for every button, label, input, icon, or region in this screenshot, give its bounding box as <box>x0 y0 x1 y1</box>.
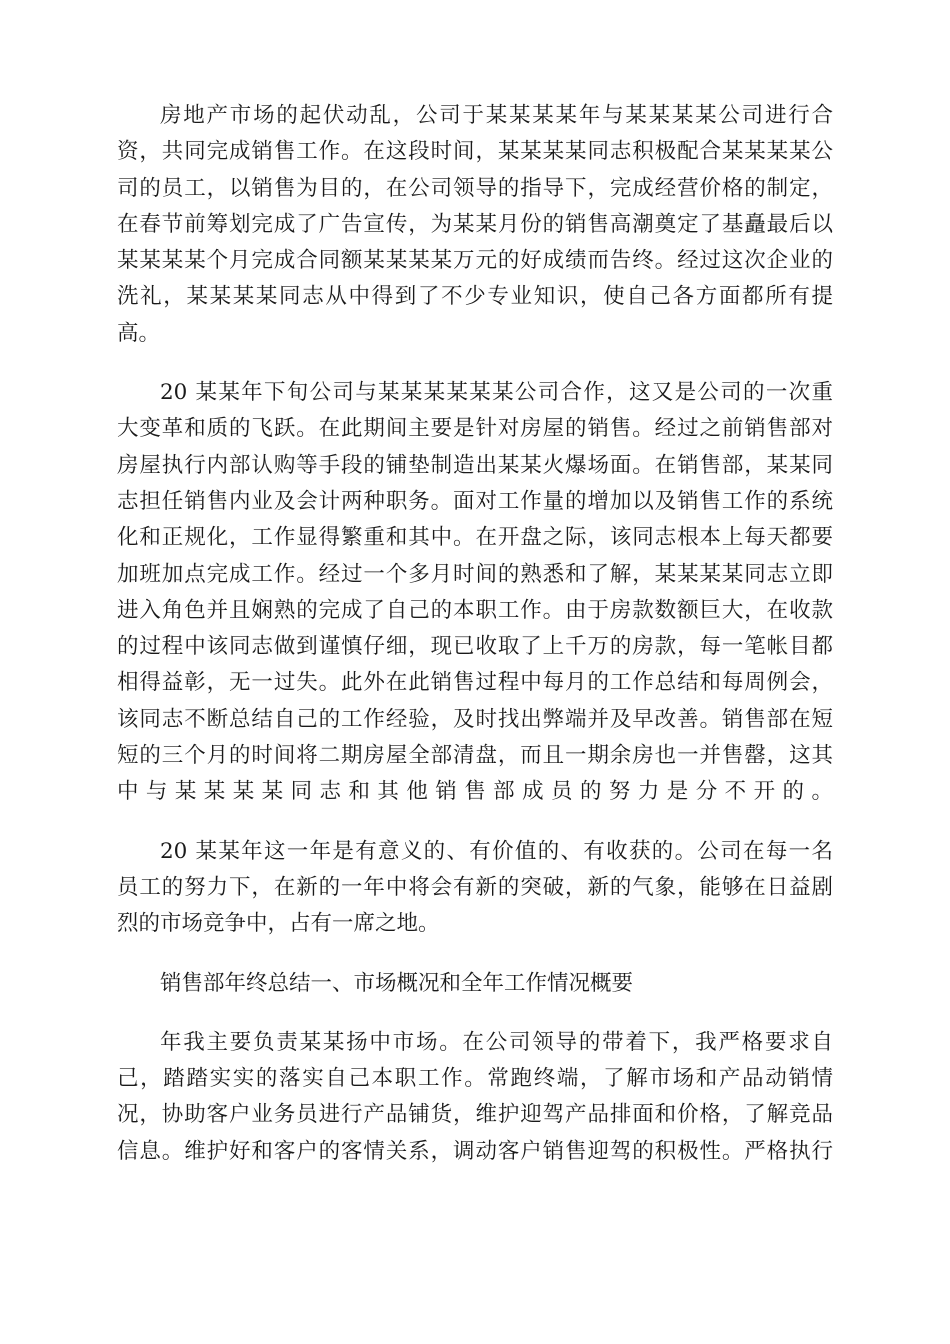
text-line: 相得益彰，无一过失。此外在此销售过程中每月的工作总结和每周例会， <box>117 670 833 696</box>
text-line: 资，共同完成销售工作。在这段时间，某某某某同志积极配合某某某某公 <box>117 139 833 165</box>
text-line: 信息。维护好和客户的客情关系，调动客户销售迎驾的积极性。严格执行 <box>117 1138 833 1164</box>
text-line: 进入角色并且娴熟的完成了自己的本职工作。由于房款数额巨大，在收款 <box>117 597 833 623</box>
text-line: 短的三个月的时间将二期房屋全部清盘，而且一期余房也一并售罄，这其 <box>117 743 833 769</box>
document-page <box>117 98 833 1193</box>
text-line: 的过程中该同志做到谨慎仔细，现已收取了上千万的房款，每一笔帐目都 <box>117 634 833 660</box>
paragraph-2 <box>117 375 833 811</box>
paragraph-5 <box>117 1025 833 1170</box>
text-line: 中与某某某某同志和其他销售部成员的努力是分不开的。 <box>117 779 833 805</box>
text-line: 洗礼，某某某某同志从中得到了不少专业知识，使自己各方面都所有提 <box>117 284 833 310</box>
text-line: 员工的努力下，在新的一年中将会有新的突破，新的气象，能够在日益剧 <box>117 874 833 900</box>
text-line: 况，协助客户业务员进行产品铺货，维护迎驾产品排面和价格，了解竞品 <box>117 1102 833 1128</box>
text-line: 加班加点完成工作。经过一个多月时间的熟悉和了解，某某某某同志立即 <box>117 561 833 587</box>
text-line: 某某某某个月完成合同额某某某某万元的好成绩而告终。经过这次企业的 <box>117 248 833 274</box>
text-line: 年我主要负责某某扬中市场。在公司领导的带着下，我严格要求自 <box>160 1029 833 1055</box>
text-line: 志担任销售内业及会计两种职务。面对工作量的增加以及销售工作的系统 <box>117 488 833 514</box>
paragraph-3 <box>117 834 833 943</box>
heading-text: 销售部年终总结一、市场概况和全年工作情况概要 <box>160 970 634 996</box>
text-line: 20 某某年下旬公司与某某某某某某公司合作，这又是公司的一次重 <box>160 380 833 406</box>
text-line: 己，踏踏实实的落实自己本职工作。常跑终端，了解市场和产品动销情 <box>117 1066 833 1092</box>
text-line: 司的员工，以销售为目的，在公司领导的指导下，完成经营价格的制定， <box>117 175 833 201</box>
text-line: 20 某某年这一年是有意义的、有价值的、有收获的。公司在每一名 <box>160 838 833 864</box>
text-line: 该同志不断总结自己的工作经验，及时找出弊端并及早改善。销售部在短 <box>117 706 833 732</box>
text-line: 房地产市场的起伏动乱，公司于某某某某年与某某某某公司进行合 <box>160 103 833 128</box>
text-line: 房屋执行内部认购等手段的铺垫制造出某某火爆场面。在销售部，某某同 <box>117 452 833 478</box>
text-line: 化和正规化，工作显得繁重和其中。在开盘之际，该同志根本上每天都要 <box>117 525 833 551</box>
text-line: 在春节前筹划完成了广告宣传，为某某月份的销售高潮奠定了基矗最后以 <box>117 211 833 237</box>
text-line: 大变革和质的飞跃。在此期间主要是针对房屋的销售。经过之前销售部对 <box>117 416 833 442</box>
text-line: 烈的市场竞争中，占有一席之地。 <box>117 911 440 937</box>
paragraph-1 <box>117 98 833 352</box>
text-line: 高。 <box>117 320 161 346</box>
section-heading <box>117 966 833 1002</box>
